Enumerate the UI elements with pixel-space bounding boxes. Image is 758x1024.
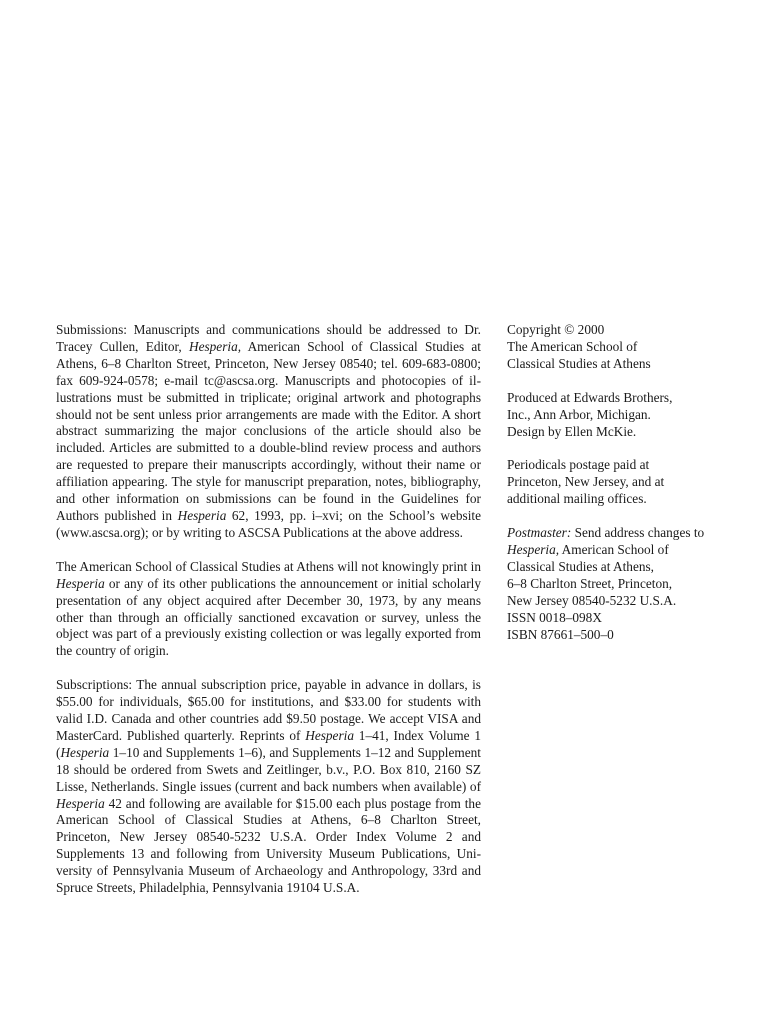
main-column [56, 322, 481, 914]
postmaster-line: New Jersey 08540-5232 U.S.A. [507, 592, 677, 608]
postage-block [507, 457, 712, 508]
postage-line: Princeton, New Jersey, and at [507, 474, 665, 490]
side-column [507, 322, 712, 661]
postmaster-line: Classical Studies at Athens, [507, 558, 654, 574]
production-line: Produced at Edwards Brothers, [507, 389, 673, 405]
subscriptions-paragraph: Subscriptions: The annual subscription price, payable in advance in dollars, is $55.00 for individuals, $65.00 for institutions, and $33.00 for students with valid I.D. Canada and other countries add $9.50 postage. We accept VISA and MasterCard. Published quarterly. Reprints of Hesperia 1–41, Index Volume 1 (Hesperia 1–10 and Supplements 1–6), and Supplements 1–12 and Supplement 18 should be ordered from Swets and Zeitlinger, b.v., P.O. Box 810, 2160 SZ Lisse, Netherlands. Single issues (current and back numbers when available) of Hesperia 42 and following are available for $15.00 each plus postage from the American School of Classical Studies at Athens, 6–8 Charlton Street, Princeton, New Jersey 08540-5232 U.S.A. Order Index Volume 2 and Supplements 13 and following from University Museum Publications, University of Pennsylvania Museum of Archaeology and Anthropology, 33rd and Spruce Streets, Philadelphia, Pennsylvania 19104 U.S.A. [56, 677, 481, 896]
postage-line: Periodicals postage paid at [507, 457, 650, 473]
copyright-line: Classical Studies at Athens [507, 355, 651, 371]
production-line: Inc., Ann Arbor, Michigan. [507, 406, 651, 422]
copyright-block [507, 322, 712, 373]
copyright-line: The American School of [507, 338, 638, 354]
submissions-paragraph: Submissions: Manuscripts and communications should be addressed to Dr. Tracey Cullen, Editor, Hesperia, American School of Classical Studies at Athens, 6–8 Charlton Street, Princeton, New Jersey 08540; tel. 609-683-0800; fax 609-924-0578; e-mail tc@ascsa.org. Manuscripts and photocopies of illustrations must be submitted in triplicate; original artwork and photographs should not be sent unless prior arrangements are made with the Editor. A short abstract summarizing the major conclusions of the article should also be included. Articles are submitted to a double-blind review process and authors are requested to prepare their manuscripts accordingly, without their name or affiliation appearing. The style for manuscript preparation, notes, bibliography, and other information on submissions can be found in the Guidelines for Authors published in Hesperia 62, 1993, pp. i–xvi; on the School’s website (www.ascsa.org); or by writing to ASCSA Publications at the above address. [56, 322, 481, 540]
postmaster-line: 6–8 Charlton Street, Princeton, [507, 575, 673, 591]
postmaster-line: Hesperia, American School of [507, 542, 669, 558]
issn-line: ISSN 0018–098X [507, 609, 602, 625]
isbn-line: ISBN 87661–500–0 [507, 626, 614, 642]
acquisition-policy-paragraph: The American School of Classical Studies at Athens will not knowingly print in Hesperia or any of its other publications the announcement or initial scholarly presentation of any object acquired after December 30, 1973, by any means other than through an officially sanctioned excavation or survey, unless the object was part of a previously existing collection or was legally exported from the country of origin. [56, 558, 481, 659]
postage-line: additional mailing offices. [507, 491, 647, 507]
copyright-line: Copyright © 2000 [507, 322, 605, 337]
postmaster-block [507, 525, 712, 643]
postmaster-line: Postmaster: Send address changes to [507, 525, 705, 541]
production-block [507, 390, 712, 441]
production-line: Design by Ellen McKie. [507, 423, 637, 439]
